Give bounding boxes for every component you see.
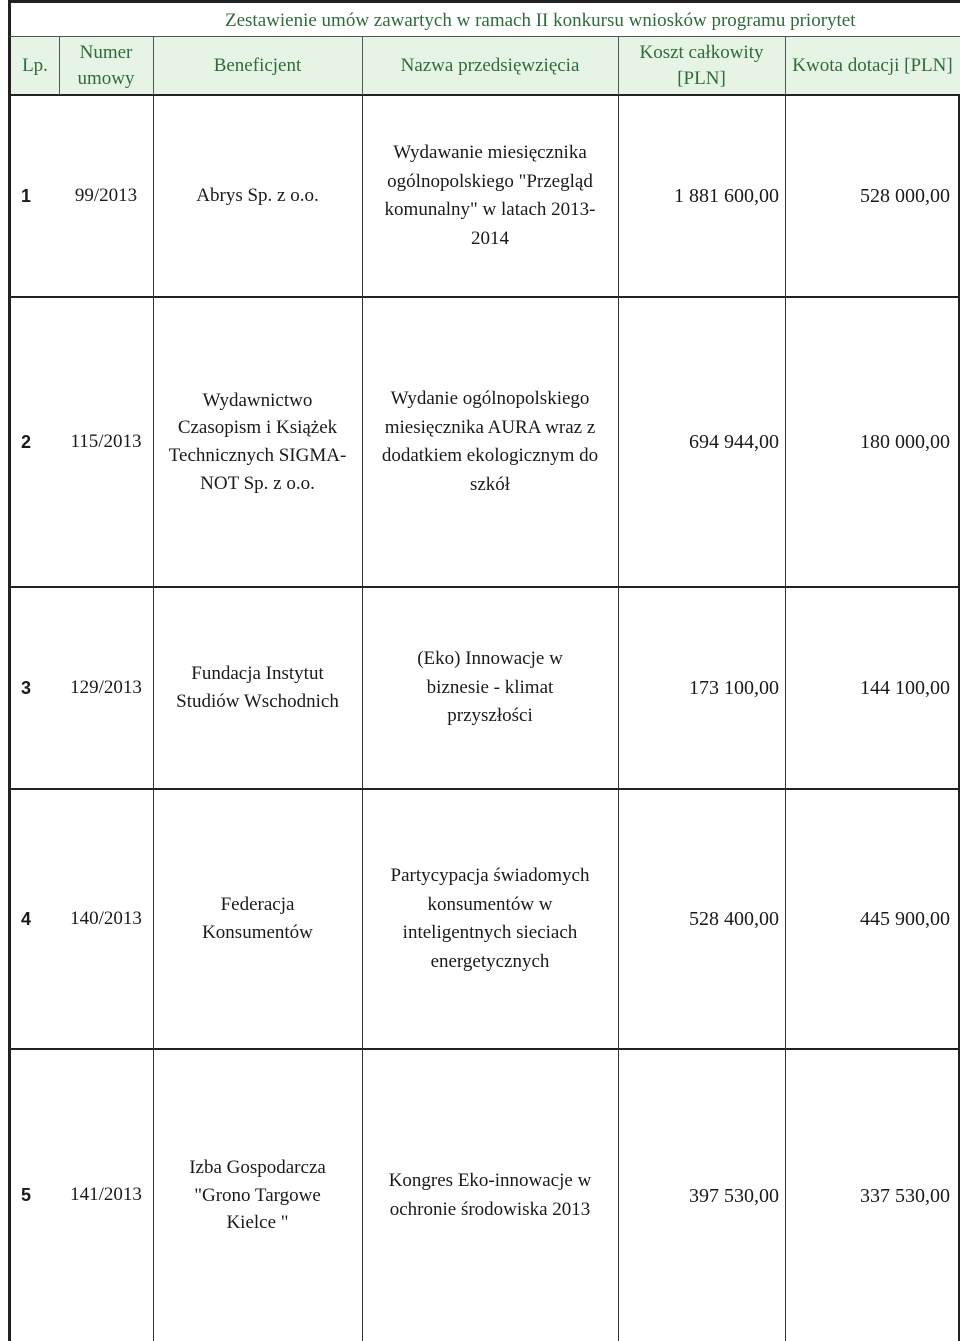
- cell-beneficjent: Wydawnictwo Czasopism i Książek Technicznych SIGMA-NOT Sp. z o.o.: [168, 389, 347, 494]
- cell-kwota: 337 530,00: [860, 1184, 950, 1207]
- table-header: [8, 36, 960, 96]
- cell-beneficjent: Federacja Konsumentów: [202, 894, 313, 943]
- cell-beneficjent: Fundacja Instytut Studiów Wschodnich: [176, 663, 339, 712]
- cell-nazwa: (Eko) Innowacje w biznesie - klimat przyszłości: [417, 648, 563, 727]
- table-body: [8, 96, 960, 1341]
- cell-numer: 141/2013: [70, 1184, 142, 1206]
- cell-lp: 5: [21, 1185, 32, 1205]
- header-divider: [618, 37, 619, 95]
- cell-nazwa: Kongres Eko-innowacje w ochronie środowiska 2013: [388, 1170, 592, 1220]
- column-divider: [362, 96, 363, 1341]
- column-divider: [153, 96, 154, 1341]
- cell-koszt: 173 100,00: [689, 677, 779, 699]
- cell-numer: 99/2013: [74, 184, 138, 206]
- header-kwota-dotacji: Kwota dotacji [PLN]: [792, 54, 953, 76]
- cell-nazwa: Wydanie ogólnopolskiego miesięcznika AURA wraz z dodatkiem ekologicznym do szkół: [381, 388, 599, 495]
- cell-koszt: 528 400,00: [689, 908, 779, 930]
- header-nazwa-przedsiewziecia: Nazwa przedsięwzięcia: [400, 54, 580, 76]
- cell-lp: 3: [21, 677, 32, 698]
- cell-numer: 140/2013: [70, 907, 142, 929]
- cell-beneficjent: Abrys Sp. z o.o.: [196, 185, 319, 207]
- document-page: [8, 0, 960, 1341]
- header-beneficjent: Beneficjent: [213, 54, 302, 76]
- document-title: Zestawienie umów zawartych w ramach II konkursu wniosków programu priorytet: [225, 10, 856, 31]
- header-koszt-calkowity: Koszt całkowity [PLN]: [639, 41, 764, 89]
- cell-nazwa: Partycypacja świadomych konsumentów w inteligentnych sieciach energetycznych: [390, 865, 590, 972]
- header-divider: [785, 37, 786, 95]
- header-divider: [59, 37, 60, 95]
- column-divider: [618, 96, 619, 1341]
- header-divider: [153, 37, 154, 95]
- cell-kwota: 445 900,00: [860, 908, 950, 930]
- title-band: [8, 0, 960, 36]
- cell-koszt: 1 881 600,00: [674, 185, 779, 207]
- cell-numer: 129/2013: [70, 676, 142, 698]
- cell-lp: 4: [21, 908, 32, 929]
- cell-lp: 1: [21, 185, 32, 206]
- cell-koszt: 694 944,00: [689, 431, 779, 453]
- header-numer-umowy: Numer umowy: [77, 41, 135, 89]
- column-divider: [785, 96, 786, 1341]
- cell-beneficjent: Izba Gospodarcza "Grono Targowe Kielce ": [189, 1157, 326, 1234]
- header-lp: Lp.: [22, 54, 48, 76]
- cell-kwota: 528 000,00: [860, 185, 950, 207]
- cell-koszt: 397 530,00: [689, 1184, 779, 1207]
- cell-lp: 2: [21, 431, 32, 452]
- cell-kwota: 180 000,00: [860, 431, 950, 453]
- cell-nazwa: Wydawanie miesięcznika ogólnopolskiego "Przegląd komunalny" w latach 2013-2014: [384, 142, 596, 249]
- cell-kwota: 144 100,00: [860, 677, 950, 699]
- cell-numer: 115/2013: [70, 430, 142, 452]
- header-divider: [362, 37, 363, 95]
